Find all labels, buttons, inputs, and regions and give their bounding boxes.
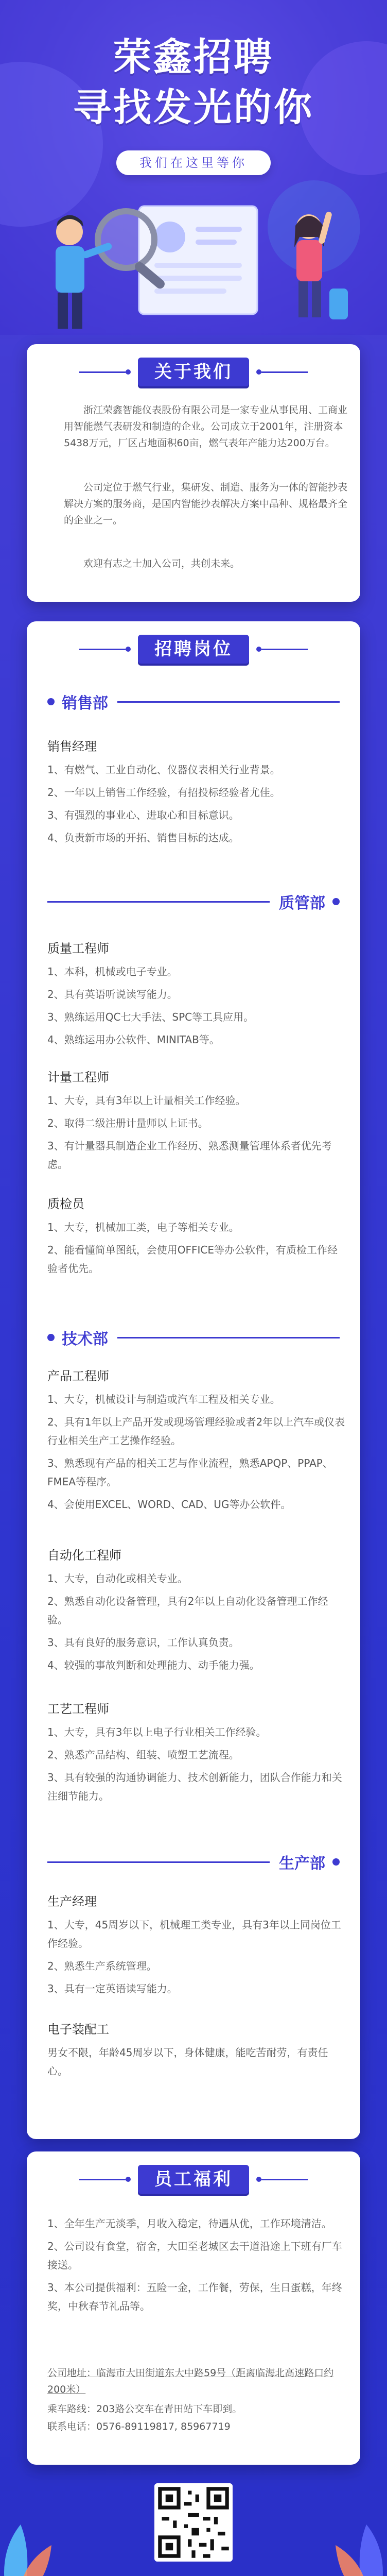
job-requirement: 3、具有良好的服务意识，工作认真负责。 (47, 1636, 239, 1649)
job-requirement: 1、大专，45周岁以下，机械理工类专业，具有3年以上同岗位工作经验。 (47, 1919, 341, 1950)
hero-title-line1: 荣鑫招聘 (113, 35, 274, 79)
dept-production-header (47, 1852, 340, 1872)
dept-bullet (332, 898, 340, 905)
leaf-decoration-icon (0, 2504, 57, 2576)
bus-route: 乘车路线：203路公交车在青田站下车即到。 (47, 2403, 242, 2415)
dept-sales-name: 销售部 (62, 694, 108, 713)
benefits-title-bar (27, 2164, 360, 2195)
dept-rule (47, 1861, 270, 1863)
dept-rule (117, 701, 340, 703)
job-requirement: 2、取得二级注册计量师以上证书。 (47, 1117, 208, 1129)
hero-banner (0, 0, 387, 335)
dept-production-name: 生产部 (279, 1855, 325, 1873)
about-title: 关于我们 (138, 358, 249, 386)
dept-tech-header (47, 1327, 340, 1348)
leaf-decoration-icon (330, 2499, 387, 2576)
job-requirement: 3、具有一定英语读写能力。 (47, 1982, 178, 1995)
dept-sales-header (47, 691, 340, 712)
hero-title-line2: 寻找发光的你 (73, 86, 314, 130)
qr-code-icon (154, 2483, 233, 2562)
benefits-card (27, 2151, 360, 2465)
job-title: 生产经理 (47, 1894, 97, 1909)
job-requirement: 3、具有较强的沟通协调能力、技术创新能力，团队合作能力和关注细节能力。 (47, 1771, 342, 1802)
hero-slogan: 我们在这里等你 (116, 150, 271, 175)
benefits-title: 员工福利 (138, 2165, 249, 2194)
dept-qa-name: 质管部 (279, 894, 325, 912)
job-requirement: 1、大专，具有3年以上电子行业相关工作经验。 (47, 1726, 267, 1738)
job-requirement: 4、会使用EXCEL、WORD、CAD、UG等办公软件。 (47, 1498, 291, 1511)
job-product-engineer (47, 1367, 346, 1516)
title-dot (256, 369, 261, 375)
title-line (79, 649, 126, 650)
job-requirement: 1、大专，自动化或相关专业。 (47, 1572, 188, 1585)
job-qa-engineer (47, 940, 346, 1051)
job-requirement: 1、大专，机械设计与制造或汽车工程及相关专业。 (47, 1393, 280, 1405)
job-requirement: 1、大专，机械加工类，电子等相关专业。 (47, 1221, 239, 1233)
job-requirement: 2、熟悉产品结构、组装、喷塑工艺流程。 (47, 1749, 239, 1761)
dept-qa-header (47, 891, 340, 912)
job-inspector (47, 1195, 346, 1280)
job-requirement: 4、熟练运用办公软件、MINITAB等。 (47, 1033, 220, 1046)
job-title: 工艺工程师 (47, 1702, 109, 1716)
title-line (261, 2179, 308, 2180)
job-requirement: 2、熟悉生产系统管理。 (47, 1960, 157, 1972)
job-requirement: 2、能看懂简单图纸，会使用OFFICE等办公软件，有质检工作经验者优先。 (47, 1244, 338, 1275)
job-requirement: 3、熟悉现有产品的相关工艺与作业流程，熟悉APQP、PPAP、FMEA等程序。 (47, 1457, 333, 1488)
job-title: 自动化工程师 (47, 1548, 121, 1563)
benefit-item: 1、全年生产无淡季，月收入稳定，待遇从优，工作环境清洁。 (47, 2217, 332, 2230)
job-requirement: 2、具有英语听说读写能力。 (47, 988, 178, 1001)
job-requirement: 4、较强的事故判断和处理能力、动手能力强。 (47, 1659, 260, 1671)
dept-tech-name: 技术部 (62, 1330, 108, 1348)
title-dot (126, 647, 131, 652)
job-requirement: 3、有计量器具制造企业工作经历、熟悉测量管理体系者优先考虑。 (47, 1140, 332, 1171)
job-automation-engineer (47, 1547, 346, 1676)
dept-rule (117, 1337, 340, 1338)
title-dot (256, 2177, 261, 2182)
job-production-manager (47, 1893, 346, 2000)
title-line (79, 371, 126, 373)
job-title: 质检员 (47, 1197, 84, 1211)
dept-bullet (332, 1858, 340, 1866)
job-requirement: 2、熟悉自动化设备管理，具有2年以上自动化设备管理工作经验。 (47, 1595, 328, 1626)
about-paragraph-2: 公司定位于燃气行业，集研发、制造、服务为一体的智能抄表解决方案的服务商，是国内智能抄表解决方案中品种、规格最齐全的企业之一。 (64, 482, 348, 526)
job-assembler (47, 2021, 346, 2082)
dept-rule (47, 901, 270, 903)
jobs-card (27, 621, 360, 2139)
job-requirement: 2、具有1年以上产品开发或现场管理经验或者2年以上汽车或仪表行业相关生产工艺操作经验。 (47, 1416, 345, 1447)
title-dot (126, 2177, 131, 2182)
job-title: 计量工程师 (47, 1070, 109, 1084)
title-line (261, 649, 308, 650)
about-title-bar (27, 357, 360, 387)
job-requirement: 4、负责新市场的开拓、销售目标的达成。 (47, 832, 239, 844)
job-requirement: 2、一年以上销售工作经验，有招投标经验者尤佳。 (47, 786, 280, 799)
contact-phone: 联系电话：0576-89119817, 85967719 (47, 2421, 231, 2432)
benefits-list (47, 2212, 346, 2317)
dept-bullet (47, 698, 55, 705)
jobs-title-bar (27, 634, 360, 665)
company-address: 公司地址：临海市大田街道东大中路59号（距离临海北高速路口约200米） (47, 2367, 334, 2395)
job-requirement: 男女不限，年龄45周岁以下，身体健康，能吃苦耐劳，有责任心。 (47, 2046, 328, 2077)
about-paragraph-1: 浙江荣鑫智能仪表股份有限公司是一家专业从事民用、工商业用智能燃气表研发和制造的企业。公司成立于2001年，注册资本5438万元，厂区占地面积60亩，燃气表年产能力达200万台。 (64, 404, 348, 449)
job-requirement: 3、有强烈的事业心、进取心和目标意识。 (47, 809, 239, 821)
job-requirement: 3、熟练运用QC七大手法、SPC等工具应用。 (47, 1011, 254, 1023)
job-requirement: 1、本科，机械或电子专业。 (47, 965, 178, 978)
job-requirement: 1、有燃气、工业自动化、仪器仪表相关行业背景。 (47, 764, 280, 776)
job-title: 质量工程师 (47, 941, 109, 956)
job-title: 电子装配工 (47, 2022, 109, 2037)
about-card (27, 344, 360, 602)
dept-bullet (47, 1334, 55, 1341)
job-title: 产品工程师 (47, 1369, 109, 1383)
jobs-title: 招聘岗位 (138, 635, 249, 664)
about-paragraph-3: 欢迎有志之士加入公司，共创未来。 (83, 558, 240, 569)
job-process-engineer (47, 1700, 346, 1807)
title-line (261, 371, 308, 373)
job-requirement: 1、大专，具有3年以上计量相关工作经验。 (47, 1094, 246, 1107)
title-dot (126, 369, 131, 375)
title-dot (256, 647, 261, 652)
benefit-item: 2、公司设有食堂，宿舍，大田至老城区去干道沿途上下班有厂车接送。 (47, 2240, 342, 2271)
job-title: 销售经理 (47, 739, 97, 754)
job-metrology-engineer (47, 1069, 346, 1176)
benefit-item: 3、本公司提供福利：五险一金，工作餐，劳保，生日蛋糕，年终奖，中秋春节礼品等。 (47, 2281, 342, 2312)
recruitment-illustration (21, 191, 366, 335)
title-line (79, 2179, 126, 2180)
job-sales-manager (47, 738, 346, 849)
